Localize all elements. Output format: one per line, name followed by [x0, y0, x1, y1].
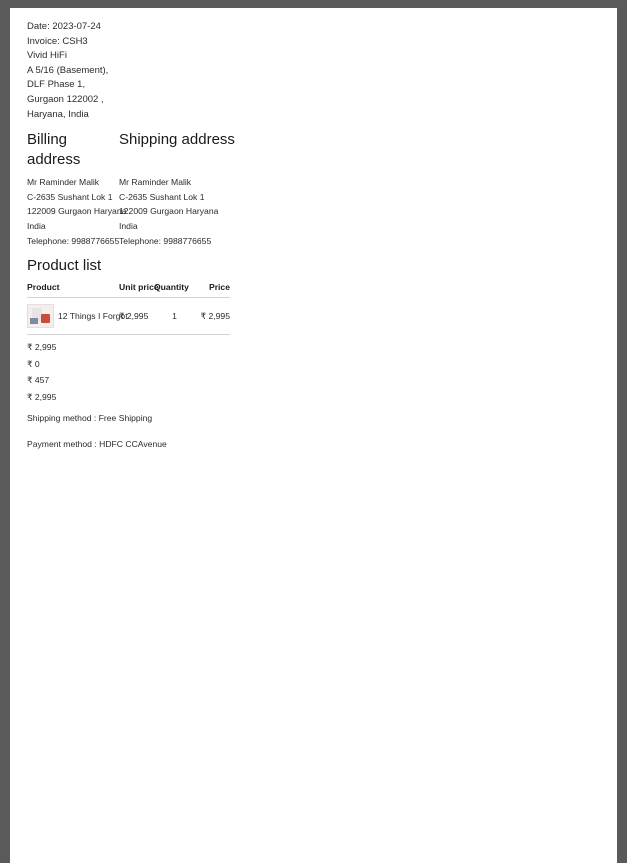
merchant-address-line-1: A 5/16 (Basement),	[27, 64, 109, 76]
column-header-price: Price	[195, 282, 230, 298]
invoice-number: Invoice: CSH3	[27, 35, 88, 47]
merchant-address-line-3: Gurgaon 122002 ,	[27, 93, 104, 105]
billing-telephone: Telephone: 9988776655	[27, 235, 120, 246]
payment-method: Payment method : HDFC CCAvenue	[27, 438, 167, 449]
product-name: 12 Things I Forgot	[58, 311, 128, 322]
shipping-telephone: Telephone: 9988776655	[119, 235, 212, 246]
merchant-address-line-2: DLF Phase 1,	[27, 79, 86, 91]
invoice-page	[10, 8, 617, 863]
address-headings	[27, 130, 587, 170]
table-row	[27, 298, 230, 335]
billing-line-4: India	[27, 220, 46, 231]
invoice-date: Date: 2023-07-24	[27, 21, 101, 32]
shipping-address	[119, 175, 239, 248]
product-unit-price: ₹ 2,995	[119, 298, 154, 335]
billing-address-heading: Billing address	[27, 131, 81, 169]
address-block	[27, 175, 587, 248]
billing-line-2: C-2635 Sushant Lok 1	[27, 191, 113, 202]
product-quantity: 1	[154, 298, 195, 335]
billing-line-3: 122009 Gurgaon Haryana	[27, 206, 127, 217]
table-header-row	[27, 282, 230, 298]
shipping-method: Shipping method : Free Shipping	[27, 412, 153, 423]
product-list-heading: Product list	[27, 257, 102, 275]
shipping-line-1: Mr Raminder Malik	[119, 177, 192, 188]
merchant-address-line-4: Haryana, India	[27, 108, 89, 120]
product-price: ₹ 2,995	[195, 298, 230, 335]
merchant-name: Vivid HiFi	[27, 50, 67, 62]
shipping-address-heading: Shipping address	[119, 131, 235, 149]
shipping-line-2: C-2635 Sushant Lok 1	[119, 191, 205, 202]
product-image-thumbnail	[27, 304, 54, 328]
total-tax: ₹ 457	[27, 375, 50, 386]
shipping-line-4: India	[119, 220, 138, 231]
column-header-product: Product	[27, 282, 119, 298]
shipping-line-3: 122009 Gurgaon Haryana	[119, 206, 219, 217]
total-shipping: ₹ 0	[27, 358, 40, 369]
invoice-meta-block	[27, 20, 587, 122]
totals-block	[27, 335, 587, 405]
column-header-unit-price: Unit price	[119, 282, 154, 298]
invoice-content	[27, 20, 587, 452]
total-grand: ₹ 2,995	[27, 391, 57, 402]
product-cell	[27, 298, 128, 335]
product-list-section	[27, 256, 587, 335]
total-subtotal: ₹ 2,995	[27, 342, 57, 353]
billing-line-1: Mr Raminder Malik	[27, 177, 100, 188]
product-table	[27, 282, 230, 335]
column-header-quantity: Quantity	[154, 282, 195, 298]
billing-address	[27, 175, 127, 248]
